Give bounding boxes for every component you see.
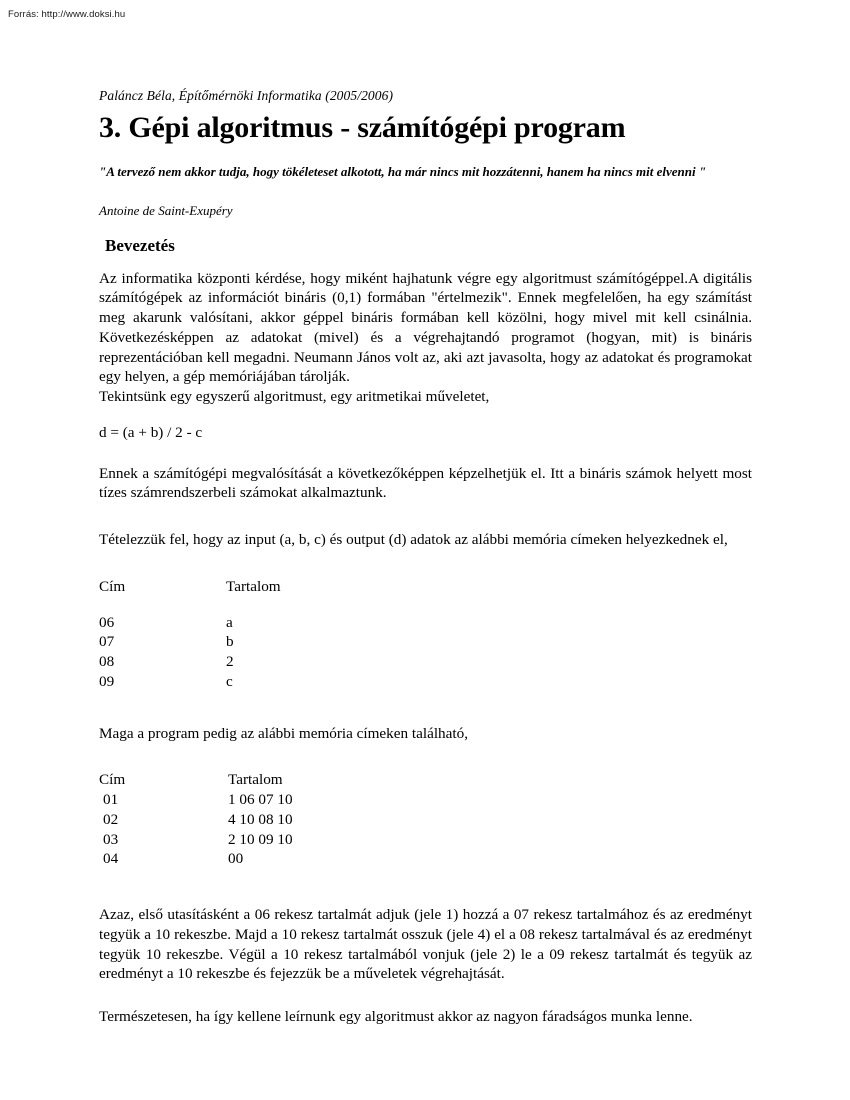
author-byline: Paláncz Béla, Építőmérnöki Informatika (2005/2006) (99, 88, 394, 103)
cell-address: 02 (103, 810, 119, 828)
cell-content: a (226, 613, 233, 631)
cell-content: 2 (226, 653, 234, 671)
epigraph-attribution: Antoine de Saint-Exupéry (99, 203, 233, 219)
cell-address: 04 (103, 850, 119, 868)
document-content (99, 88, 752, 1042)
cell-content: c (226, 672, 233, 690)
table-row (99, 652, 281, 672)
table-row (99, 613, 281, 633)
epigraph-quote: "A tervező nem akkor tudja, hogy tökéleteset alkotott, ha már nincs mit hozzátenni, hanem ha nincs mit elvenni " (99, 164, 707, 180)
page-title: 3. Gépi algoritmus - számítógépi program (99, 110, 626, 144)
cell-content: 2 10 09 10 (228, 830, 293, 848)
table-row (99, 672, 281, 692)
table-header-row (99, 770, 293, 790)
section-heading-bevezetes: Bevezetés (105, 236, 175, 256)
column-header-content: Tartalom (228, 771, 283, 789)
paragraph-implementation: Ennek a számítógépi megvalósítását a következőképpen képzelhetjük el. Itt a bináris számok helyett most tízes számrendszerbeli számokat alkalmaztunk. (99, 464, 752, 502)
column-header-content: Tartalom (226, 577, 281, 595)
paragraph-conclusion: Természetesen, ha így kellene leírnunk egy algoritmust akkor az nagyon fáradságos munka lenne. (99, 1008, 693, 1026)
paragraph-intro: Az informatika központi kérdése, hogy miként hajhatunk végre egy algoritmust számítógéppel.A digitális számítógépek az információt bináris (0,1) formában "értelmezik". Ennek megfelelően, ha egy számítást meg akarunk valósítani, akkor géppel bináris formában kell közölni, hogy mivel mit kell csinálnia. Következésképpen az adatokat (mivel) és a végrehajtandó programot (hogyan, mit) is bináris reprezentációban kell megadni. Neumann János volt az, aki azt javasolta, hogy az adatokat és programokat egy helyen, a gép memóriájában tárolják. (99, 269, 752, 386)
cell-address: 09 (99, 672, 115, 690)
table-row (99, 849, 293, 869)
cell-address: 01 (103, 791, 119, 809)
cell-content: b (226, 633, 234, 651)
table-row (99, 790, 293, 810)
paragraph-algorithm-intro: Tekintsünk egy egyszerű algoritmust, egy aritmetikai műveletet, (99, 388, 490, 406)
cell-address: 03 (103, 830, 119, 848)
cell-content: 1 06 07 10 (228, 791, 293, 809)
paragraph-program-location: Maga a program pedig az alábbi memória címeken található, (99, 724, 468, 742)
cell-address: 06 (99, 613, 115, 631)
cell-content: 00 (228, 850, 244, 868)
paragraph-instruction-explanation: Azaz, első utasításként a 06 rekesz tartalmát adjuk (jele 1) hozzá a 07 rekesz tartalmához és az eredményt tegyük a 10 rekeszbe. Majd a 10 rekesz tartalmát osszuk (jele 4) el a 08 rekesz tartalmával és az eredményt tegyük 10 rekeszbe. Végül a 10 rekesz tartalmából vonjuk (jele 2) le a 09 rekesz tartalmát és tegyük az eredményt a 10 rekeszbe és fejezzük be a műveletek végrehajtását. (99, 906, 752, 983)
cell-content: 4 10 08 10 (228, 810, 293, 828)
formula-expression: d = (a + b) / 2 - c (99, 423, 203, 441)
column-header-address: Cím (99, 577, 126, 595)
table-header-row (99, 577, 281, 613)
source-banner: Forrás: http://www.doksi.hu (8, 9, 126, 20)
cell-address: 07 (99, 633, 115, 651)
table-row (99, 810, 293, 830)
data-memory-table (99, 577, 281, 692)
column-header-address: Cím (99, 771, 126, 789)
cell-address: 08 (99, 653, 115, 671)
table-row (99, 830, 293, 850)
table-row (99, 632, 281, 652)
program-memory-table (99, 770, 293, 869)
paragraph-memory-layout: Tételezzük fel, hogy az input (a, b, c) és output (d) adatok az alábbi memória címeken helyezkednek el, (99, 531, 728, 549)
